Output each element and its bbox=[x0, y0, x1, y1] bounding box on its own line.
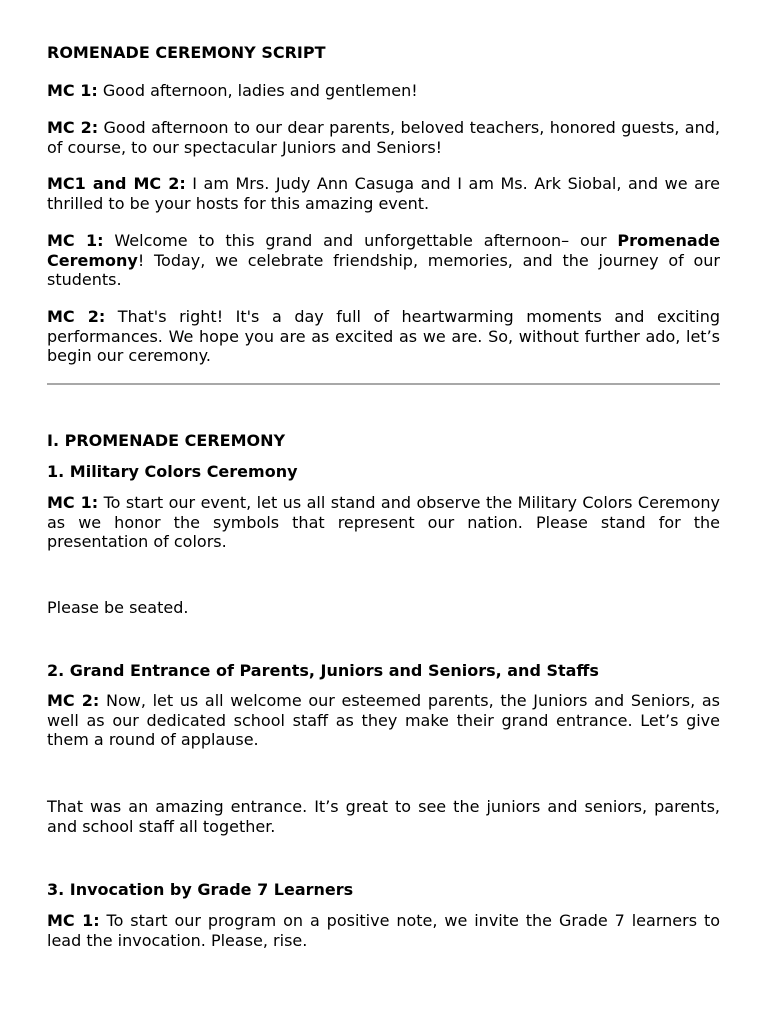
section-3-line bbox=[47, 911, 720, 950]
line-text: Welcome to this grand and unforgettable afternoon– our bbox=[103, 231, 618, 250]
intro-line-1 bbox=[47, 81, 720, 101]
section-heading-3: 3. Invocation by Grade 7 Learners bbox=[47, 880, 354, 899]
line-text: I am Mrs. Judy Ann Casuga and I am Ms. Ark Siobal, and we are thrilled to be your hosts for this amazing event. bbox=[47, 174, 721, 213]
event-name: Promenade Ceremony bbox=[47, 231, 721, 270]
section-heading-2: 2. Grand Entrance of Parents, Juniors and Seniors, and Staffs bbox=[47, 661, 599, 680]
line-text: Good afternoon, ladies and gentlemen! bbox=[97, 81, 418, 100]
speaker-label: MC 2: bbox=[47, 118, 99, 137]
intro-line-4 bbox=[47, 231, 720, 290]
intro-line-3 bbox=[47, 174, 720, 213]
line-text: ! Today, we celebrate friendship, memories, and the journey of our students. bbox=[47, 250, 720, 289]
section-2-line bbox=[47, 691, 720, 750]
line-text: To start our event, let us all stand and observe the Military Colors Ceremony as we honor the symbols that represent our nation. Please stand for the presentation of colors. bbox=[47, 493, 721, 551]
speaker-label: MC 1: bbox=[47, 493, 99, 512]
speaker-label: MC 2: bbox=[47, 691, 100, 710]
section-heading-1: 1. Military Colors Ceremony bbox=[47, 462, 298, 481]
line-text: Good afternoon to our dear parents, beloved teachers, honored guests, and, of course, to our spectacular Juniors and Seniors! bbox=[47, 118, 720, 157]
speaker-label: MC1 and MC 2: bbox=[47, 174, 186, 193]
line-text: Now, let us all welcome our esteemed parents, the Juniors and Seniors, as well as our dedicated school staff as they make their grand entrance. Let’s give them a round of applause. bbox=[47, 691, 721, 749]
speaker-label: MC 2: bbox=[47, 307, 106, 326]
speaker-label: MC 1: bbox=[47, 911, 100, 930]
intro-line-2 bbox=[47, 118, 720, 157]
speaker-label: MC 1: bbox=[47, 81, 98, 100]
line-text: That's right! It's a day full of heartwarming moments and exciting performances. We hope you are as excited as we are. So, without further ado, let’s begin our ceremony. bbox=[47, 307, 721, 365]
intro-line-5 bbox=[47, 307, 720, 366]
line-text: To start our program on a positive note, we invite the Grade 7 learners to lead the invocation. Please, rise. bbox=[47, 911, 721, 950]
section-1-followup: Please be seated. bbox=[47, 598, 189, 617]
part-heading: I. PROMENADE CEREMONY bbox=[47, 431, 286, 450]
section-1-line bbox=[47, 493, 720, 552]
horizontal-divider bbox=[47, 383, 720, 385]
document-title: ROMENADE CEREMONY SCRIPT bbox=[47, 43, 326, 62]
speaker-label: MC 1: bbox=[47, 231, 104, 250]
section-2-followup: That was an amazing entrance. It’s great to see the juniors and seniors, parents, and school staff all together. bbox=[47, 797, 720, 836]
